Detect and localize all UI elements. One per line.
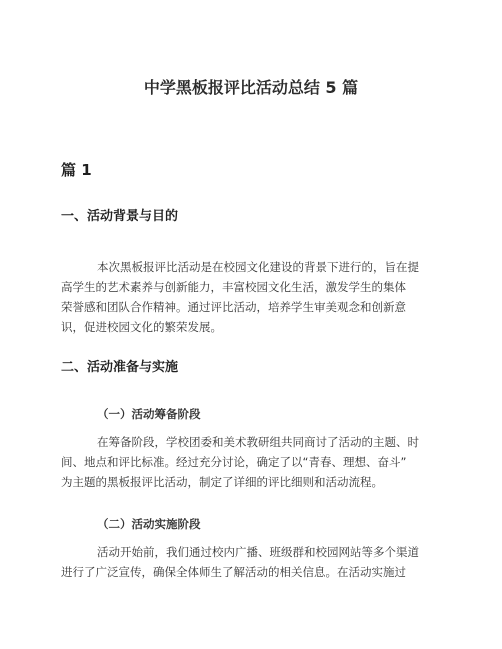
paragraph-line: 本次黑板报评比活动是在校园文化建设的背景下进行的，旨在提 (97, 260, 419, 274)
paragraph-execution (61, 542, 441, 582)
section-heading-background: 一、活动背景与目的 (61, 209, 179, 224)
paragraph-line: 为主题的黑板报评比活动，制定了详细的评比细则和活动流程。 (61, 475, 383, 489)
paragraph-line: 间、地点和评比标准。经过充分讨论，确定了以“青春、理想、奋斗” (61, 455, 407, 469)
section-heading-implementation: 二、活动准备与实施 (61, 360, 179, 375)
paragraph-background (61, 257, 441, 337)
paragraph-line: 高学生的艺术素养与创新能力，丰富校园文化生活，激发学生的集体 (61, 280, 406, 294)
paragraph-preparation (61, 432, 441, 492)
paragraph-line: 进行了广泛宣传，确保全体师生了解活动的相关信息。在活动实施过 (61, 565, 406, 579)
paragraph-line: 识，促进校园文化的繁荣发展。 (61, 320, 222, 334)
part-heading: 篇 1 (61, 161, 92, 179)
paragraph-line: 活动开始前，我们通过校内广播、班级群和校园网站等多个渠道 (97, 545, 419, 559)
subsection-heading-preparation: （一）活动筹备阶段 (97, 407, 201, 421)
paragraph-line: 荣誉感和团队合作精神。通过评比活动，培养学生审美观念和创新意 (61, 300, 406, 314)
paragraph-line: 在筹备阶段，学校团委和美术教研组共同商讨了活动的主题、时 (97, 435, 419, 449)
subsection-heading-execution: （二）活动实施阶段 (97, 517, 201, 531)
document-title: 中学黑板报评比活动总结 5 篇 (143, 78, 359, 97)
